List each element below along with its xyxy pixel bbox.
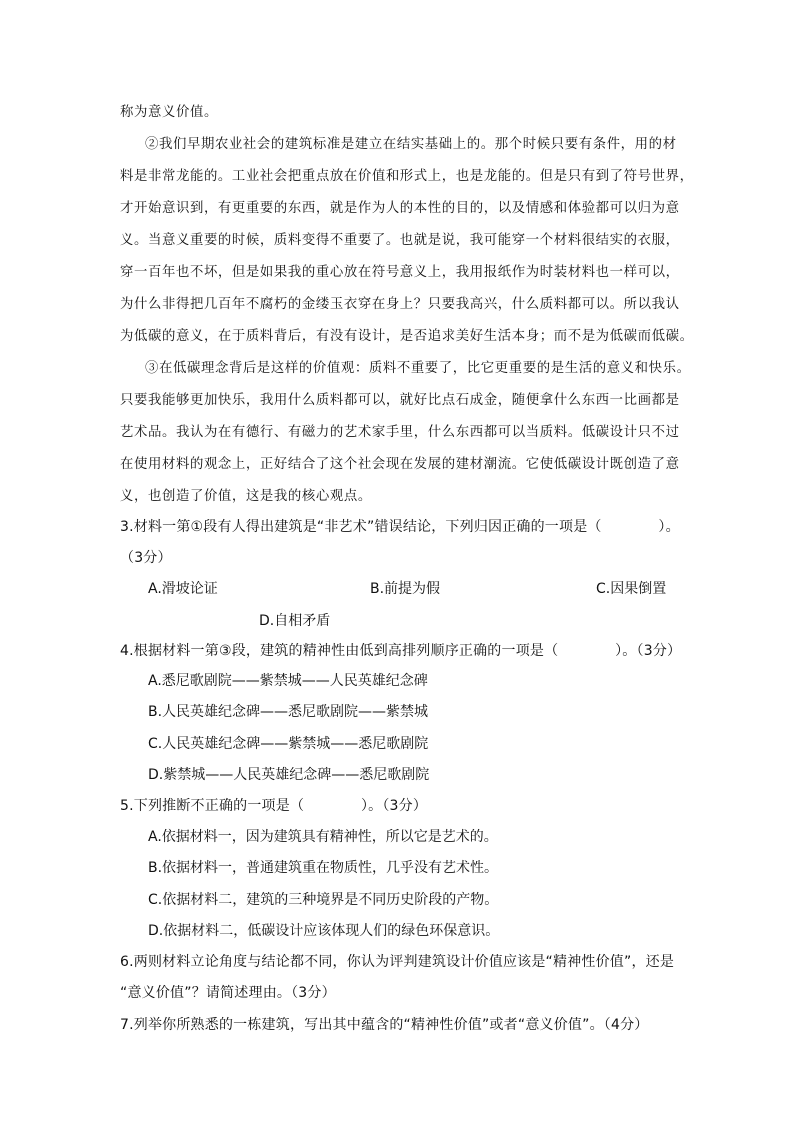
passage-line: 才开始意识到，有更重要的东西，就是作为人的本性的目的，以及情感和体验都可以归为意	[120, 201, 680, 216]
question-5-option-d: D.依据材料二，低碳设计应该体现人们的绿色环保意识。	[148, 923, 500, 939]
passage-line: 只要我能够更加快乐，我用什么质料都可以，就好比点石成金，随便拿什么东西一比画都是	[120, 393, 680, 408]
passage-line: ③在低碳理念背后是这样的价值观：质料不重要了，比它更重要的是生活的意义和快乐。	[145, 361, 691, 376]
passage-line: 穿一百年也不坏，但是如果我的重心放在符号意义上，我用报纸作为时装材料也一样可以，	[120, 265, 680, 280]
passage-line: 称为意义价值。	[120, 105, 218, 120]
passage-line: 料是非常龙能的。工业社会把重点放在价值和形式上，也是龙能的。但是只有到了符号世界，	[120, 169, 694, 184]
question-3-option-c: C.因果倒置	[596, 581, 667, 597]
passage-line: 为低碳的意义，在于质料背后，有没有设计，是否追求美好生活本身；而不是为低碳而低碳。	[120, 329, 694, 344]
question-5-stem: 5.下列推断不正确的一项是（ ）。（3分）	[120, 798, 428, 814]
question-3-stem: 3.材料一第①段有人得出建筑是“非艺术”错误结论，下列归因正确的一项是（ ）。	[120, 519, 680, 535]
passage-line: 艺术品。我认为在有德行、有磁力的艺术家手里，什么东西都可以当质料。低碳设计只不过	[120, 425, 680, 440]
question-4-stem: 4.根据材料一第③段，建筑的精神性由低到高排列顺序正确的一项是（ ）。（3分）	[120, 643, 682, 659]
question-6-stem-continued: “意义价值”？请简述理由。（3分）	[120, 985, 336, 1001]
question-3-score: （3分）	[120, 550, 172, 566]
question-4-option-b: B.人民英雄纪念碑——悉尼歌剧院——紫禁城	[148, 704, 429, 720]
question-7-stem: 7.列举你所熟悉的一栋建筑，写出其中蕴含的“精神性价值”或者“意义价值”。（4分）	[120, 1017, 649, 1033]
question-4-option-a: A.悉尼歌剧院——紫禁城——人民英雄纪念碑	[148, 673, 428, 689]
passage-line: 在使用材料的观念上，正好结合了这个社会现在发展的建材潮流。它使低碳设计既创造了意	[120, 457, 680, 472]
question-3-option-a: A.滑坡论证	[148, 581, 218, 597]
question-3-option-d: D.自相矛盾	[259, 613, 331, 629]
question-5-option-b: B.依据材料一，普通建筑重在物质性，几乎没有艺术性。	[148, 860, 499, 876]
passage-line: 义，也创造了价值，这是我的核心观点。	[120, 489, 372, 504]
question-4-option-d: D.紫禁城——人民英雄纪念碑——悉尼歌剧院	[148, 767, 430, 783]
passage-line: ②我们早期农业社会的建筑标准是建立在结实基础上的。那个时候只要有条件，用的材	[145, 137, 677, 152]
passage-line: 为什么非得把几百年不腐朽的金缕玉衣穿在身上？只要我高兴，什么质料都可以。所以我认	[120, 297, 680, 312]
question-3-option-b: B.前提为假	[370, 581, 441, 597]
question-6-stem: 6.两则材料立论角度与结论都不同，你认为评判建筑设计价值应该是“精神性价值”，还是	[120, 954, 675, 970]
question-5-option-c: C.依据材料二，建筑的三种境界是不同历史阶段的产物。	[148, 892, 499, 908]
question-5-option-a: A.依据材料一，因为建筑具有精神性，所以它是艺术的。	[148, 829, 498, 845]
passage-line: 义。当意义重要的时候，质料变得不重要了。也就是说，我可能穿一个材料很结实的衣服，	[120, 233, 680, 248]
question-4-option-c: C.人民英雄纪念碑——紫禁城——悉尼歌剧院	[148, 736, 429, 752]
